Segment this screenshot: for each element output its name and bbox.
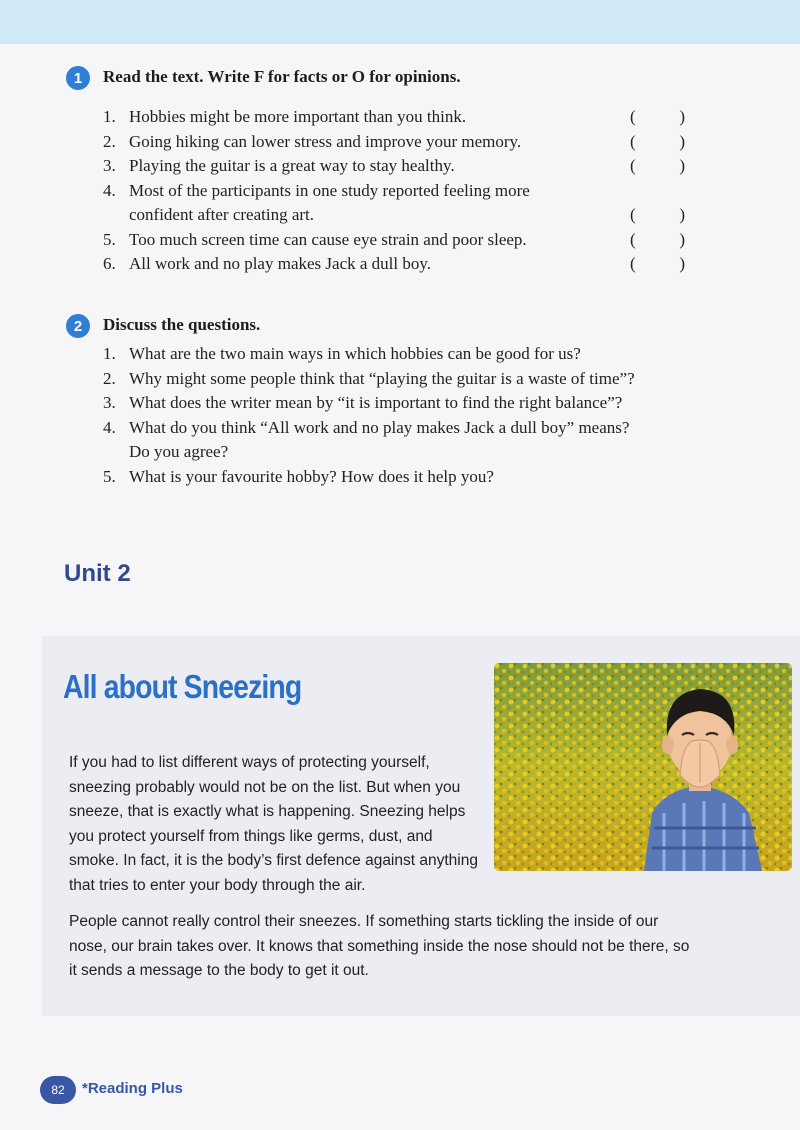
answer-blank[interactable]: ( ) [630,156,685,175]
exercise-1-list [103,105,693,277]
article-paragraph-1: If you had to list different ways of protecting yourself, sneezing probably would not be on the list. But when you sneeze, that is exactly what is happening. Sneezing helps you protect yourself from things like germs, dust, and smoke. In fact, it is the body’s first defence against anything that tries to enter your body through the air. [69,754,478,894]
item-text: What is your favourite hobby? How does it help you? [129,466,494,486]
item-number: 4. [103,417,116,437]
item-text: Hobbies might be more important than you think. [129,107,467,126]
answer-blank[interactable]: ( ) [630,254,685,273]
item-number: 5. [103,466,116,486]
item-text: Most of the participants in one study reported feeling more [129,180,530,200]
answer-blank[interactable]: ( ) [630,229,685,249]
exercise-1-badge: 1 [66,66,90,90]
item-text: All work and no play makes Jack a dull boy. [129,254,431,273]
item-text: Playing the guitar is a great way to stay healthy. [129,156,455,175]
item-text: What are the two main ways in which hobbies can be good for us? [129,344,581,363]
item-number: 5. [103,229,116,249]
discussion-question [103,391,703,416]
exercise-2-list [103,342,703,489]
item-number: 6. [103,254,116,273]
item-number: 4. [103,180,116,200]
exercise-1-item [103,154,693,179]
answer-blank[interactable]: ( ) [630,205,685,224]
page-number-badge: 82 [40,1076,76,1104]
exercise-1-item [103,179,693,228]
discussion-question [103,416,703,465]
exercise-1-item [103,130,693,155]
item-number: 2. [103,368,116,388]
article-title: All about Sneezing [63,668,302,705]
item-text: What does the writer mean by “it is important to find the right balance”? [129,393,623,412]
item-number: 2. [103,131,116,151]
discussion-question [103,465,703,490]
footer-section-label: *Reading Plus [82,1080,183,1097]
discussion-question [103,342,703,367]
item-text: Why might some people think that “playing the guitar is a waste of time”? [129,368,635,388]
unit-label: Unit 2 [64,560,131,587]
item-text: Too much screen time can cause eye strain and poor sleep. [129,229,527,249]
exercise-1-item [103,252,693,277]
item-text: Going hiking can lower stress and improve your memory. [129,131,522,151]
exercise-1-heading: Read the text. Write F for facts or O for opinions. [103,67,461,86]
discussion-question [103,367,703,392]
exercise-1-item [103,105,693,130]
answer-blank[interactable]: ( ) [630,107,685,126]
article-paragraph-2: People cannot really control their sneezes. If something starts tickling the inside of our nose, our brain takes over. It knows that something inside the nose should not be there, so it sends a message to the body to get it out. [69,913,690,979]
item-number: 3. [103,156,116,175]
boy-sneezing-in-flower-field-photo [494,663,792,871]
exercise-2-badge: 2 [66,314,90,338]
top-color-band [0,0,800,44]
exercise-1-item [103,228,693,253]
item-text-continued: Do you agree? [129,442,229,461]
item-text-continued: confident after creating art. [129,205,315,224]
answer-blank[interactable]: ( ) [630,131,685,151]
exercise-2-heading: Discuss the questions. [103,315,261,334]
item-number: 3. [103,393,116,412]
item-number: 1. [103,344,116,363]
item-text: What do you think “All work and no play makes Jack a dull boy” means? [129,417,630,437]
item-number: 1. [103,107,116,126]
